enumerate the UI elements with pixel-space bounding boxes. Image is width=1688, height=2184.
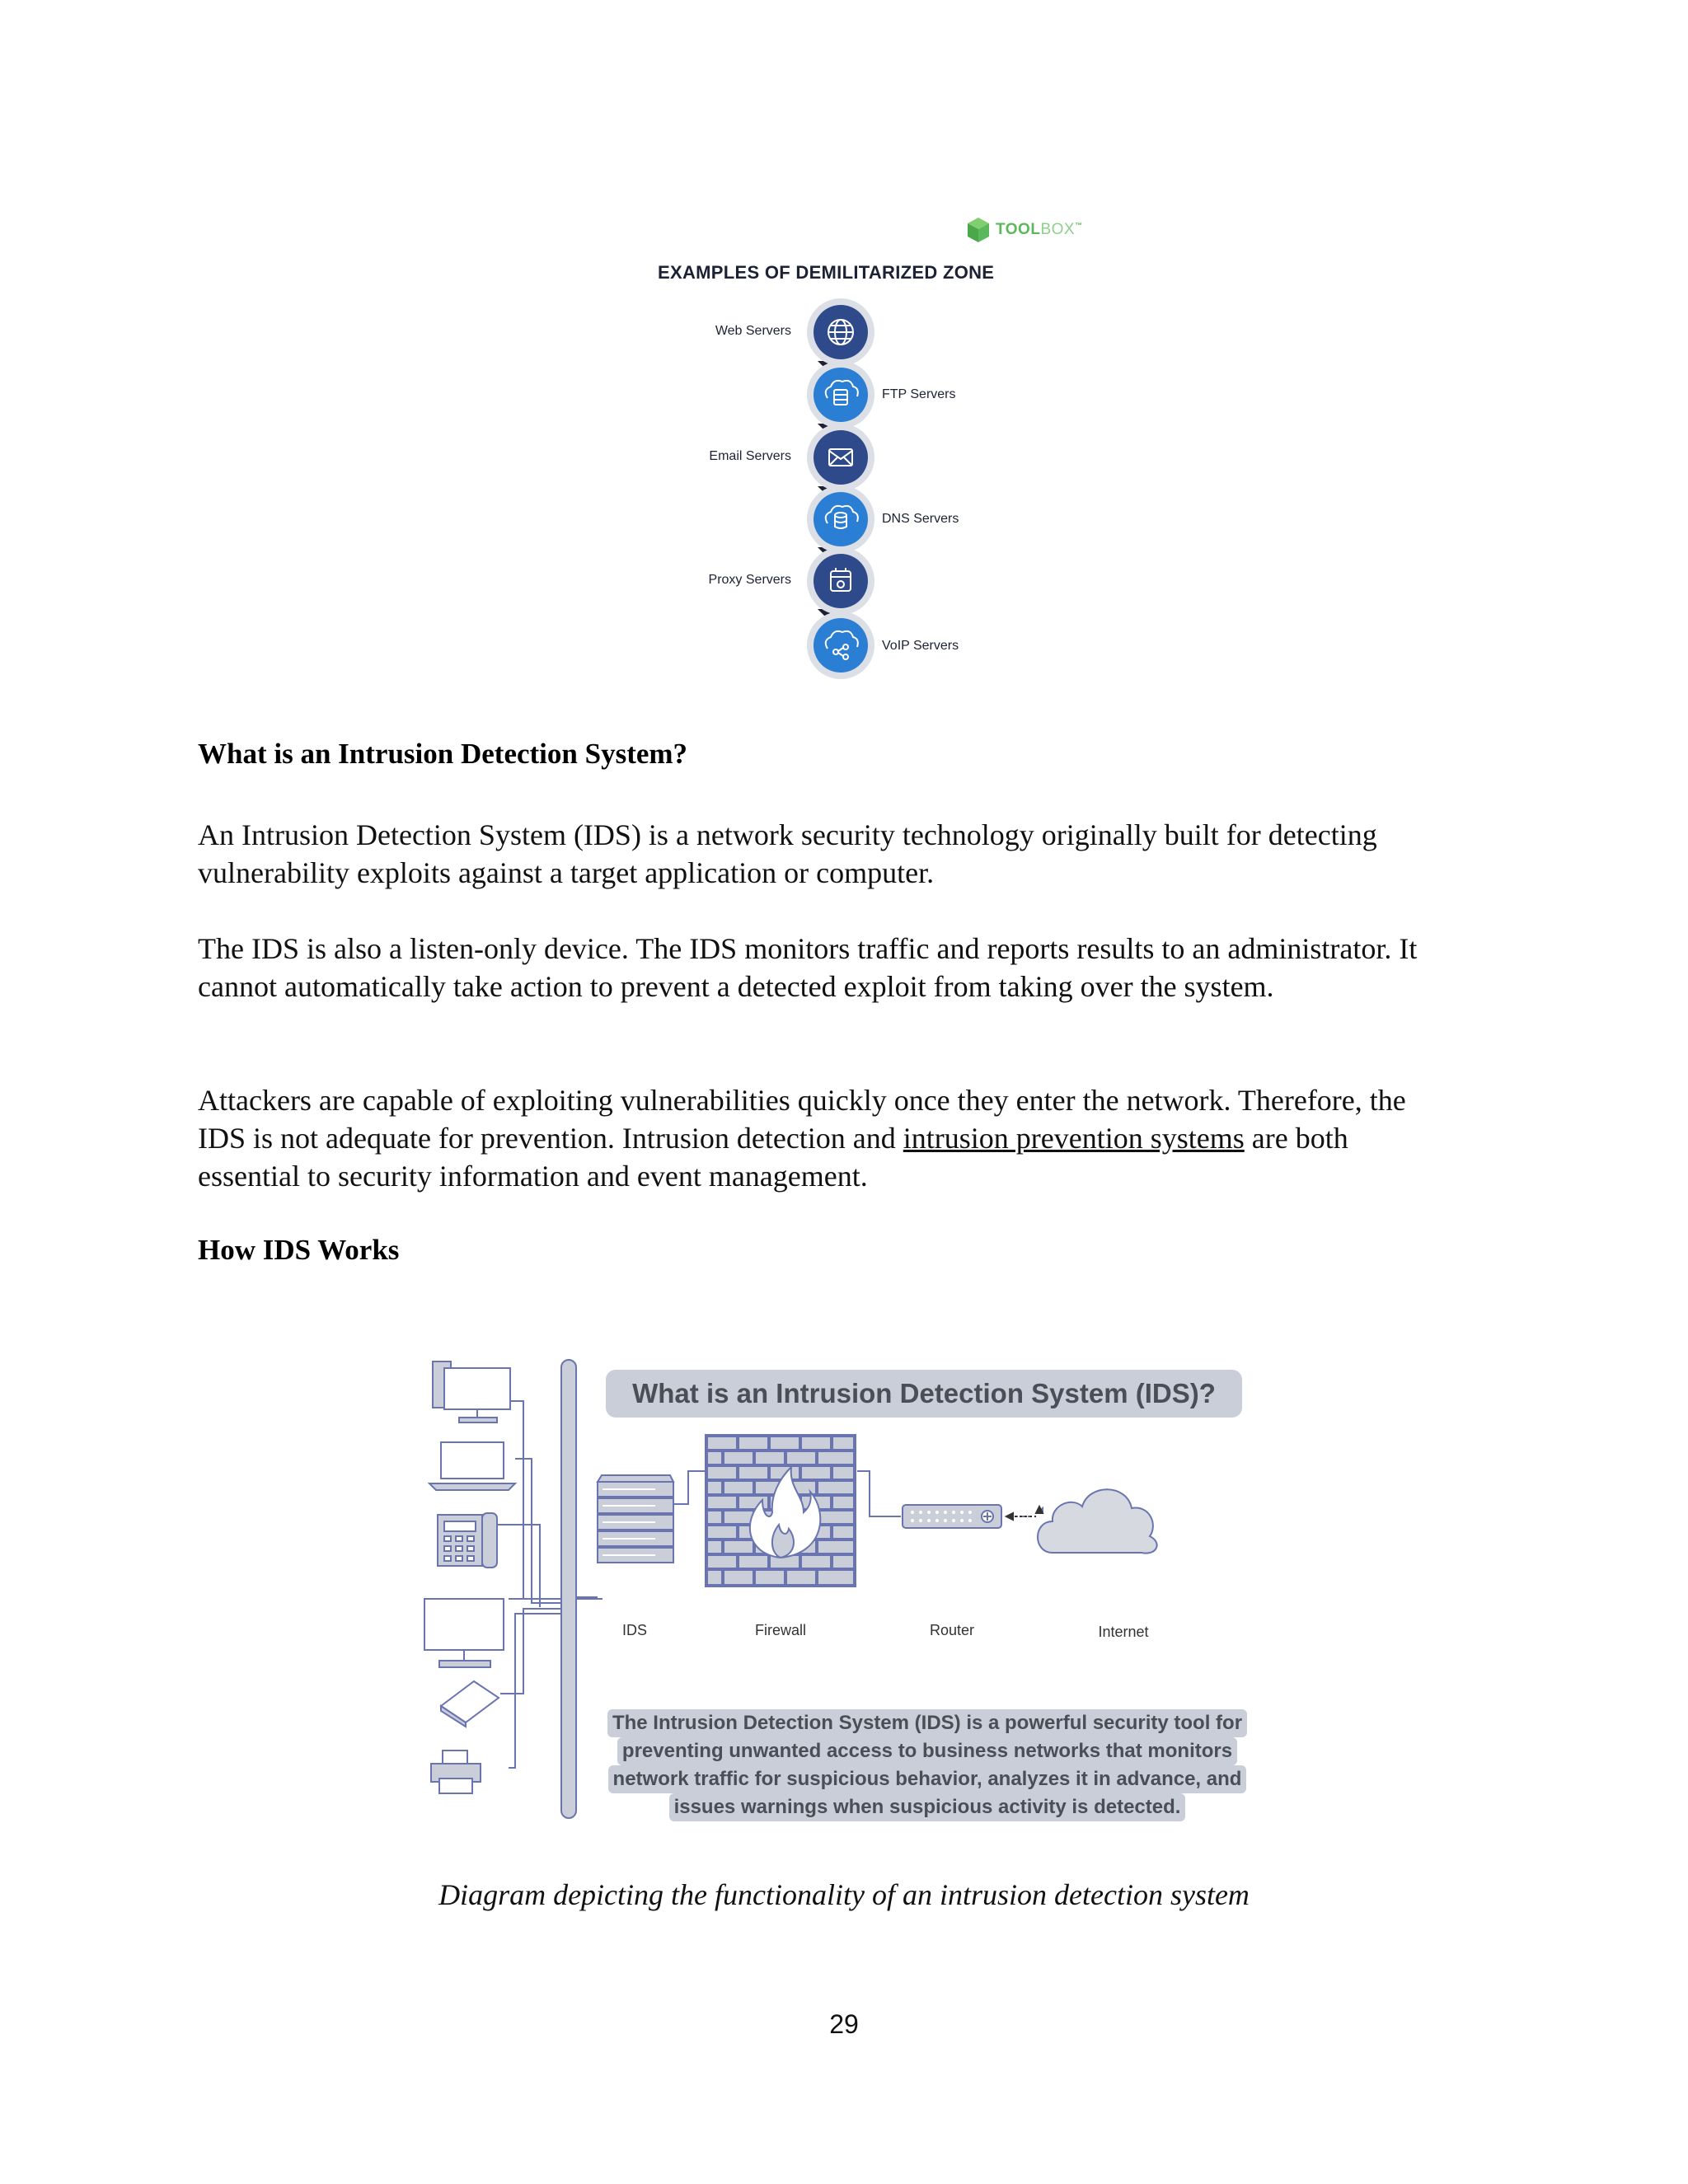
dmz-label-web-servers: Web Servers	[715, 324, 791, 338]
dmz-label-email-servers: Email Servers	[709, 449, 791, 463]
paragraph-2-text: The IDS is also a listen-only device. The IDS monitors traffic and reports results to an administrator. It cannot automatically take action to prevent a detected exploit from taking over the system.	[198, 932, 1418, 1003]
ids-figure-title: What is an Intrusion Detection System (IDS)?	[606, 1370, 1242, 1418]
ids-server-icon	[598, 1475, 673, 1563]
network-backbone	[561, 1360, 576, 1818]
ftp-server-node	[807, 361, 874, 429]
ids-description-line: issues warnings when suspicious activity is detected.	[669, 1793, 1186, 1821]
dmz-figure	[643, 202, 1104, 696]
email-server-node	[807, 424, 874, 491]
desktop-computer-icon	[433, 1361, 510, 1422]
paragraph-3-text-start: Attackers are capable of exploiting vulnerabilities quickly once they enter the network. Therefore, the IDS is not adequate for prevention. Intrusion detection and	[198, 1084, 1406, 1155]
paragraph-ids-definition	[198, 816, 1451, 892]
internet-label: Internet	[1098, 1624, 1149, 1640]
router-label: Router	[929, 1622, 975, 1638]
page-number: 29	[829, 2009, 859, 2039]
desk-phone-icon	[438, 1513, 497, 1568]
logo-text-bold: TOOL	[996, 221, 1041, 238]
dmz-label-dns-servers: DNS Servers	[882, 512, 959, 526]
ids-label: IDS	[621, 1622, 648, 1638]
laptop-icon	[429, 1442, 515, 1490]
ips-link[interactable]: intrusion prevention systems	[903, 1122, 1245, 1155]
router-icon	[903, 1505, 1001, 1528]
internet-cloud-icon	[1038, 1489, 1157, 1553]
paragraph-3-text-end: are both essential to security information and event management.	[198, 1122, 1348, 1193]
ids-description-line: preventing unwanted access to business networks that monitors	[617, 1737, 1237, 1765]
paragraph-listen-only	[198, 930, 1451, 1005]
voip-server-node	[807, 612, 874, 679]
paragraph-1-text: An Intrusion Detection System (IDS) is a network security technology originally built for detecting vulnerability exploits against a target application or computer.	[198, 818, 1377, 889]
paragraph-attackers	[198, 1081, 1451, 1195]
figure-caption: Diagram depicting the functionality of an intrusion detection system	[438, 1878, 1250, 1911]
section-heading-what-is-ids: What is an Intrusion Detection System?	[198, 738, 688, 770]
dmz-title: EXAMPLES OF DEMILITARIZED ZONE	[658, 262, 995, 283]
proxy-server-node	[807, 547, 874, 615]
dmz-label-proxy-servers: Proxy Servers	[708, 573, 791, 587]
section-heading-how-ids-works: How IDS Works	[198, 1234, 400, 1266]
ids-figure	[416, 1352, 1257, 1838]
dns-server-node	[807, 485, 874, 553]
logo-text-light: BOX	[1040, 221, 1076, 238]
firewall-label: Firewall	[754, 1622, 807, 1638]
ids-description-line: network traffic for suspicious behavior, analyzes it in advance, and	[608, 1765, 1247, 1793]
logo-trademark: ™	[1075, 221, 1083, 230]
monitor-icon	[424, 1599, 504, 1667]
dmz-label-ftp-servers: FTP Servers	[882, 387, 956, 401]
dmz-label-voip-servers: VoIP Servers	[882, 639, 959, 653]
printer-icon	[431, 1750, 481, 1793]
ids-description-line: The Intrusion Detection System (IDS) is a powerful security tool for	[607, 1709, 1247, 1737]
scanner-icon	[441, 1681, 499, 1727]
firewall-icon	[705, 1434, 856, 1587]
web-server-node	[807, 298, 874, 366]
ids-description	[589, 1709, 1265, 1821]
